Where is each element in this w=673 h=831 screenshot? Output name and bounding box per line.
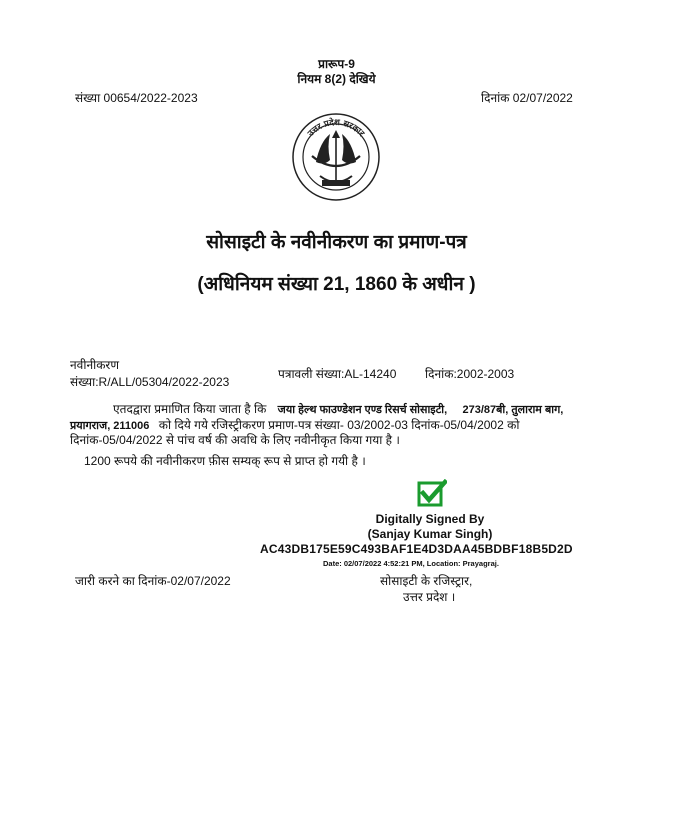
- certificate-title: सोसाइटी के नवीनीकरण का प्रमाण-पत्र: [206, 232, 467, 253]
- issue-date: जारी करने का दिनांक-02/07/2022: [75, 574, 231, 588]
- digitally-signed-label: Digitally Signed By: [375, 512, 485, 526]
- file-number: पत्रावली संख्या:AL-14240: [278, 367, 397, 381]
- signature-hash: AC43DB175E59C493BAF1E4D3DAA45BDBF18B5D2D: [260, 542, 573, 556]
- registration-details: को दिये गये रजिस्ट्रीकरण प्रमाण-पत्र संख्या- 03/2002-03 दिनांक-05/04/2002 को: [158, 418, 520, 432]
- body-line-3: दिनांक-05/04/2022 से पांच वर्ष की अवधि के लिए नवीनीकृत किया गया है ।: [70, 433, 400, 447]
- body-line-1: [113, 400, 563, 417]
- green-checkmark-icon: [417, 479, 447, 507]
- signer-name: (Sanjay Kumar Singh): [367, 527, 493, 541]
- society-name: जया हेल्थ फाउण्डेशन एण्ड रिसर्च सोसाइटी,: [277, 404, 448, 416]
- up-government-emblem: [290, 112, 382, 202]
- fee-line: 1200 रूपये की नवीनीकरण फ़ीस सम्यक् रूप से प्राप्त हो गयी है ।: [84, 454, 366, 468]
- registrar-title: सोसाइटी के रजिस्ट्रार,: [380, 574, 473, 588]
- certify-prefix: एतदद्वारा प्रमाणित किया जाता है कि: [113, 402, 267, 416]
- renewal-number: संख्या:R/ALL/05304/2022-2023: [70, 375, 230, 389]
- document-date: दिनांक 02/07/2022: [481, 91, 573, 105]
- svg-text:उत्तर प्रदेश सरकार: उत्तर प्रदेश सरकार: [306, 117, 366, 139]
- form-number: प्रारूप-9: [318, 57, 355, 71]
- registrar-state: उत्तर प्रदेश ।: [403, 590, 456, 604]
- signature-date-location: Date: 02/07/2022 4:52:21 PM, Location: Prayagraj.: [323, 559, 499, 568]
- society-city: प्रयागराज, 211006: [70, 420, 150, 432]
- file-date: दिनांक:2002-2003: [425, 367, 515, 381]
- rule-reference: नियम 8(2) देखिये: [297, 72, 376, 86]
- renewal-label: नवीनीकरण: [70, 358, 120, 372]
- emblem-icon: [290, 112, 382, 202]
- society-address: 273/87बी, तुलाराम बाग,: [462, 404, 564, 416]
- act-reference: (अधिनियम संख्या 21, 1860 के अधीन ): [197, 274, 476, 295]
- document-number: संख्या 00654/2022-2023: [75, 91, 198, 105]
